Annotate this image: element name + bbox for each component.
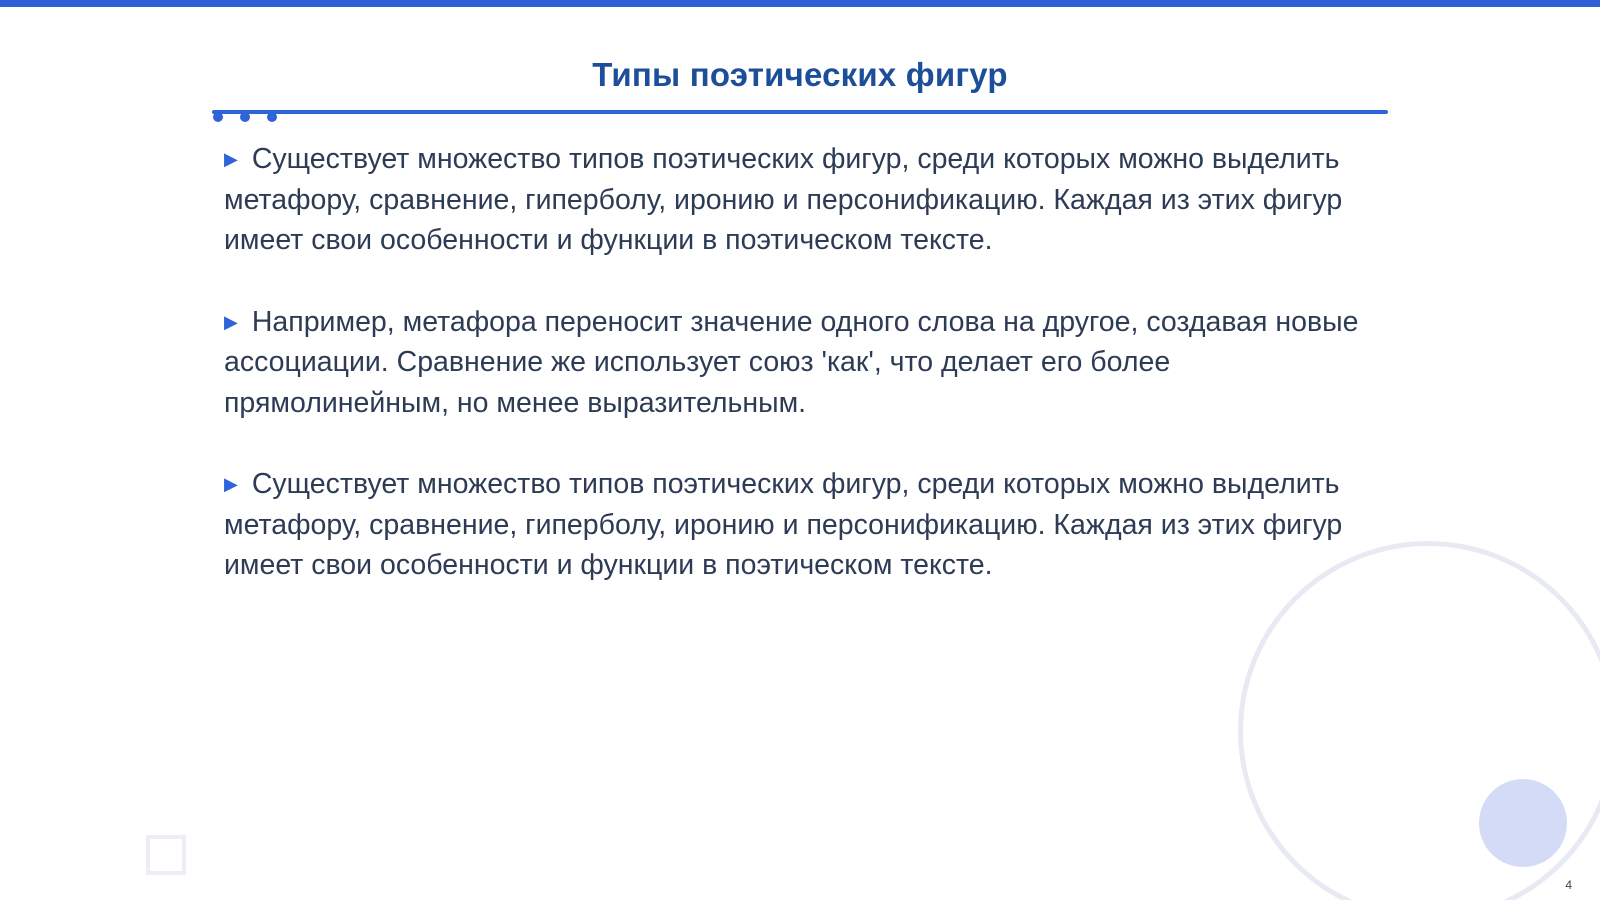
bullet-text: Существует множество типов поэтических фигур, среди которых можно выделить метафору, сравнение, гиперболу, иронию и персонификацию. Каждая из этих фигур имеет свои особенности и функции в поэтическом тексте.	[224, 143, 1343, 256]
bullet-item	[224, 302, 1399, 424]
bullet-arrow-icon: ▶	[224, 311, 238, 332]
title-underline	[212, 110, 1388, 114]
bullet-text: Например, метафора переносит значение одного слова на другое, создавая новые ассоциации. Сравнение же использует союз 'как', что делает его более прямолинейным, но менее выразительным.	[224, 305, 1359, 419]
bullet-item	[224, 139, 1399, 261]
slide-title: Типы поэтических фигур	[592, 56, 1008, 93]
bullet-arrow-icon: ▶	[224, 474, 238, 494]
title-dot-decoration	[213, 112, 223, 122]
bullet-list	[224, 139, 1399, 627]
bullet-item	[224, 464, 1399, 586]
bullet-arrow-icon: ▶	[224, 149, 238, 169]
title-dot-decoration	[240, 112, 250, 122]
title-dot-decoration	[267, 112, 277, 122]
decorative-circle	[1479, 779, 1567, 867]
decorative-square	[146, 835, 186, 875]
bullet-text: Существует множество типов поэтических фигур, среди которых можно выделить метафору, сравнение, гиперболу, иронию и персонификацию. Каждая из этих фигур имеет свои особенности и функции в поэтическом тексте.	[224, 468, 1343, 581]
page-number: 4	[1565, 878, 1572, 892]
top-accent-bar	[0, 0, 1600, 7]
